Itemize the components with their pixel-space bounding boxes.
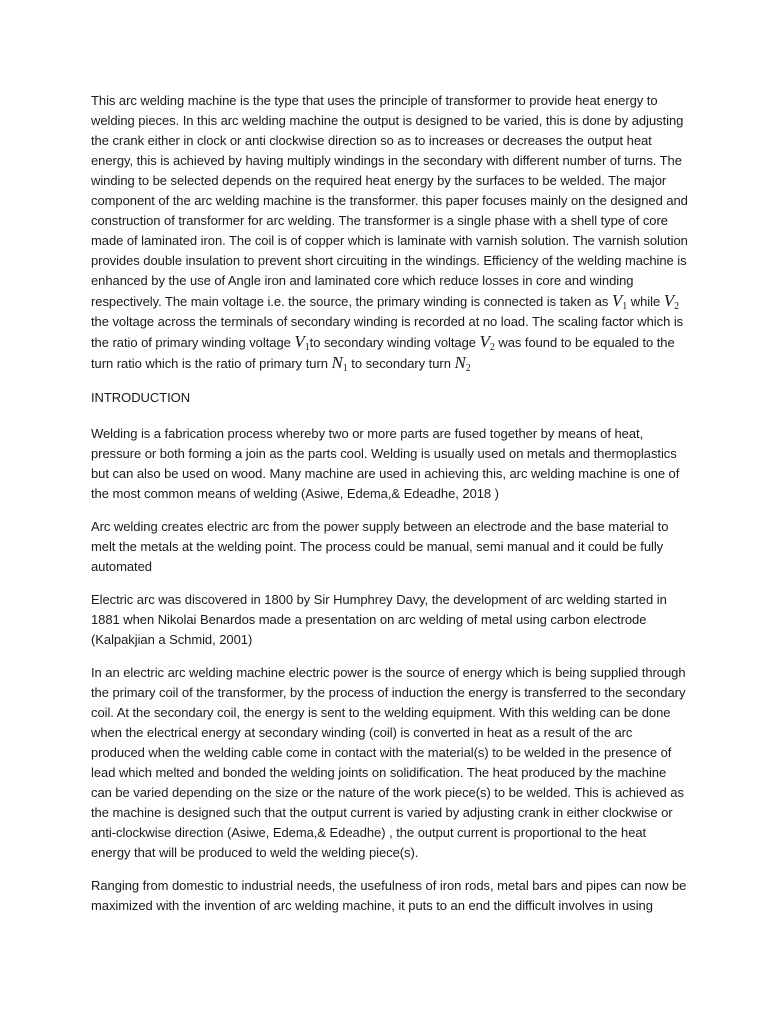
abstract-text-4: to secondary winding voltage xyxy=(309,335,480,350)
intro-paragraph-3: Electric arc was discovered in 1800 by Sir Humphrey Davy, the development of arc welding started in 1881 when Nikolai Benardos made a presentation on arc welding of metal using carbon electrode (Kalpakjian a Schmid, 2001) xyxy=(91,592,667,647)
intro-paragraph-1: Welding is a fabrication process whereby two or more parts are fused together by means of heat, pressure or both forming a join as the parts cool. Welding is usually used on metals and thermoplastics but can also be used on wood. Many machine are used in achieving this, arc welding machine is one of the most common means of welding (Asiwe, Edema,& Edeadhe, 2018 ) xyxy=(91,426,680,501)
abstract-paragraph xyxy=(91,91,688,374)
math-v1-ratio: $V_1$ xyxy=(294,332,310,353)
abstract-text-6: to secondary turn xyxy=(347,356,455,371)
math-n2: $N_2$ xyxy=(454,353,471,374)
intro-paragraph-4: In an electric arc welding machine electric power is the source of energy which is being supplied through the primary coil of the transformer, by the process of induction the energy is transferred to the secondary coil. At the secondary coil, the energy is sent to the welding equipment. With this welding can be done when the electrical energy at secondary winding (coil) is converted in heat as a result of the arc produced when the welding cable come in contact with the material(s) to be welded in the presence of lead which melted and bonded the welding joints on solidification. The heat produced by the machine can be varied depending on the size or the nature of the work piece(s) to be welded. This is achieved as the machine is designed such that the output current is varied by adjusting crank in either clockwise or anti-clockwise direction (Asiwe, Edema,& Edeadhe) , the output current is proportional to the heat energy that will be produced to weld the welding piece(s). xyxy=(91,665,686,860)
math-v1: $V_1$ xyxy=(611,291,628,312)
abstract-text-5: was found to be equaled to the turn ratio which is the ratio of primary turn xyxy=(91,335,675,371)
intro-paragraph-5: Ranging from domestic to industrial needs, the usefulness of iron rods, metal bars and pipes can now be maximized with the invention of arc welding machine, it puts to an end the difficult involves in using xyxy=(91,878,687,913)
math-v2-ratio: $V_2$ xyxy=(479,332,495,353)
abstract-text-1: This arc welding machine is the type that uses the principle of transformer to provide heat energy to welding pieces. In this arc welding machine the output is designed to be varied, this is done by adjusting the crank either in clock or anti clockwise direction so as to increases or decreases the output heat energy, this is achieved by having multiply windings in the secondary with different number of turns. The winding to be selected depends on the required heat energy by the surfaces to be welded. The major component of the arc welding machine is the transformer. this paper focuses mainly on the designed and construction of transformer for arc welding. The transformer is a single phase with a shell type of core made of laminated iron. The coil is of copper which is laminate with varnish solution. The varnish solution provides double insulation to prevent short circuiting in the windings. Efficiency of the welding machine is enhanced by the use of Angle iron and laminated core which reduce losses in core and winding respectively. The main voltage i.e. the source, the primary winding is connected is taken as xyxy=(91,93,688,309)
intro-paragraph-2: Arc welding creates electric arc from the power supply between an electrode and the base material to melt the metals at the welding point. The process could be manual, semi manual and it could be fully automated xyxy=(91,519,669,574)
math-n1: $N_1$ xyxy=(331,353,348,374)
math-v2: $V_2$ xyxy=(663,291,680,312)
introduction-heading: INTRODUCTION xyxy=(91,390,191,405)
abstract-text-3: the voltage across the terminals of secondary winding is recorded at no load. The scaling factor which is the ratio of primary winding voltage xyxy=(91,314,684,350)
abstract-text-2: while xyxy=(627,294,664,309)
